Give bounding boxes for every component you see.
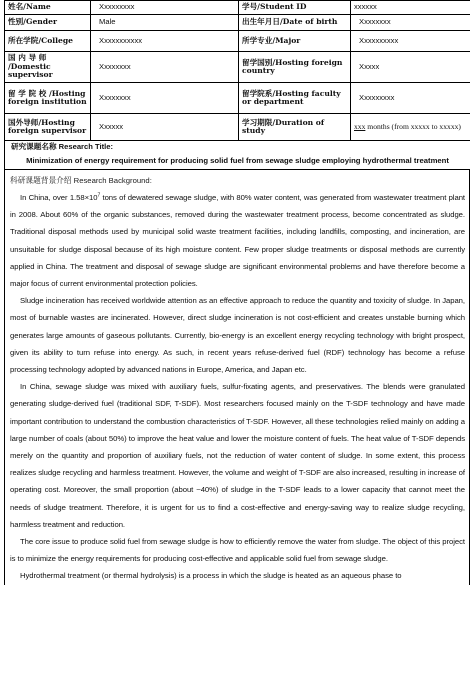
exponent: 7 [97,192,101,199]
major-value: Xxxxxxxxxx [351,31,471,52]
hosting-institution-value: Xxxxxxxx [91,83,239,114]
student-id-label: 学号/Student ID [239,1,351,15]
name-value: Xxxxxxxxx [91,1,239,15]
major-label: 所学专业/Major [239,31,351,52]
table-row [5,141,471,170]
duration-label: 学习期限/Duration of study [239,114,351,141]
dob-label: 出生年月日/Date of birth [239,15,351,31]
duration-months-value: xxx [354,121,366,131]
research-title-cell [5,141,471,170]
student-id-value: xxxxxx [351,1,471,15]
paragraph-text: In China, over 1.58×10 [20,193,98,202]
dob-value: Xxxxxxxx [351,15,471,31]
college-label: 所在学院/College [5,31,91,52]
name-label: 姓名/Name [5,1,91,15]
table-row [5,83,471,114]
background-paragraph-1 [10,189,465,292]
table-row [5,15,471,31]
hosting-institution-label: 留 学 院 校 /Hosting foreign institution [5,83,91,114]
research-title-label: 研究课题名称 Research Title: [11,142,113,151]
hosting-country-label: 留学国别/Hosting foreign country [239,52,351,83]
hosting-faculty-label: 留学院系/Hosting faculty or department [239,83,351,114]
college-value: Xxxxxxxxxxx [91,31,239,52]
duration-value [351,114,471,141]
paragraph-text: tons of dewatered sewage sludge, with 80% water content, was generated from wastewater treatment plant in 2008. About 60% of the organic substances, removed during the wastewater treatment process, become concentrated as sludge. Traditional disposal methods used by municipal solid waste treatment facilities, including landfills, composting, and incineration, are unsuitable for sludge disposal because of its high moisture content. Few proper sludge treatments or disposal methods are currently applied in China. The treatment and disposal of sewage sludge are significant environmental problems and have therefore become a major focus of current environmental protection policies. [10,193,466,289]
research-background-section [4,170,470,585]
hosting-faculty-value: Xxxxxxxxx [351,83,471,114]
table-row [5,1,471,15]
hosting-country-value: Xxxxx [351,52,471,83]
research-background-label: 科研课题背景介绍 Research Background: [10,176,152,185]
duration-range-text: months (from xxxxx to xxxxx) [367,121,461,131]
background-paragraph-3: In China, sewage sludge was mixed with auxiliary fuels, sulfur-fixating agents, and preservatives. The blends were granulated generating sludge-derived fuel (traditional SDF, T-SDF). Most researchers focused mainly on the T-SDF technology and have made important contribution to understand the combustion characteristics of T-SDF. However, all these technologies relied mainly on adding a large number of coals (about 50%) to improve the heat value and lower the moisture content of fuels. The heat value of T-SDF depends merely on the quantity and proportion of auxiliary fuels, not the reduction of water content of sludge. In some extent, this process realizes sludge recycling and harmless treatment. However, the volume and weight of T-SDF are also increased, resulting in increase of operating cost. Moreover, the small proportion (about ~40%) of sludge in the T-SDF leads to a lower capacity that cannot meet the needs of sludge treatment. Therefore, it is urgent for us to find a cost-effective and energy-saving way to realize sludge recycling, harmless treatment and reduction. [10,382,465,529]
background-paragraph-5: Hydrothermal treatment (or thermal hydrolysis) is a process in which the sludge is heated as an aqueous phase to [20,571,402,581]
gender-value: Male [91,15,239,31]
application-form-page [4,0,470,674]
domestic-supervisor-label: 国 内 导 师 /Domestic supervisor [5,52,91,83]
foreign-supervisor-value: Xxxxxx [91,114,239,141]
background-paragraph-2: Sludge incineration has received worldwide attention as an effective approach to reduce the quantity and toxicity of sludge. In Japan, most of burnable wastes are incinerated. However, direct sludge incineration is not cost-efficient and creates unstable burning which generates large amounts of gaseous pollutants. Currently, bio-energy is an excellent energy recycling technology with bright prospect, given its ability to turn refuse into energy. As such, in recent years refuse-derived fuel (RDF) technology has become a refuse processing technology adopted by advanced nations in Europe, America, and Japan etc. [10,296,465,375]
student-info-table [4,0,470,170]
table-row [5,31,471,52]
foreign-supervisor-label: 国外导师/Hosting foreign supervisor [5,114,91,141]
background-paragraph-4: The core issue to produce solid fuel from sewage sludge is how to efficiently remove the water from sludge. The object of this project is to minimize the energy requirements for producing cost-effective and applicable solid fuel from sewage sludge. [10,537,465,564]
gender-label: 性别/Gender [5,15,91,31]
research-title-text: Minimization of energy requirement for producing solid fuel from sewage sludge employing hydrothermal treatment [26,156,449,165]
table-row [5,114,471,141]
domestic-supervisor-value: Xxxxxxxx [91,52,239,83]
table-row [5,52,471,83]
